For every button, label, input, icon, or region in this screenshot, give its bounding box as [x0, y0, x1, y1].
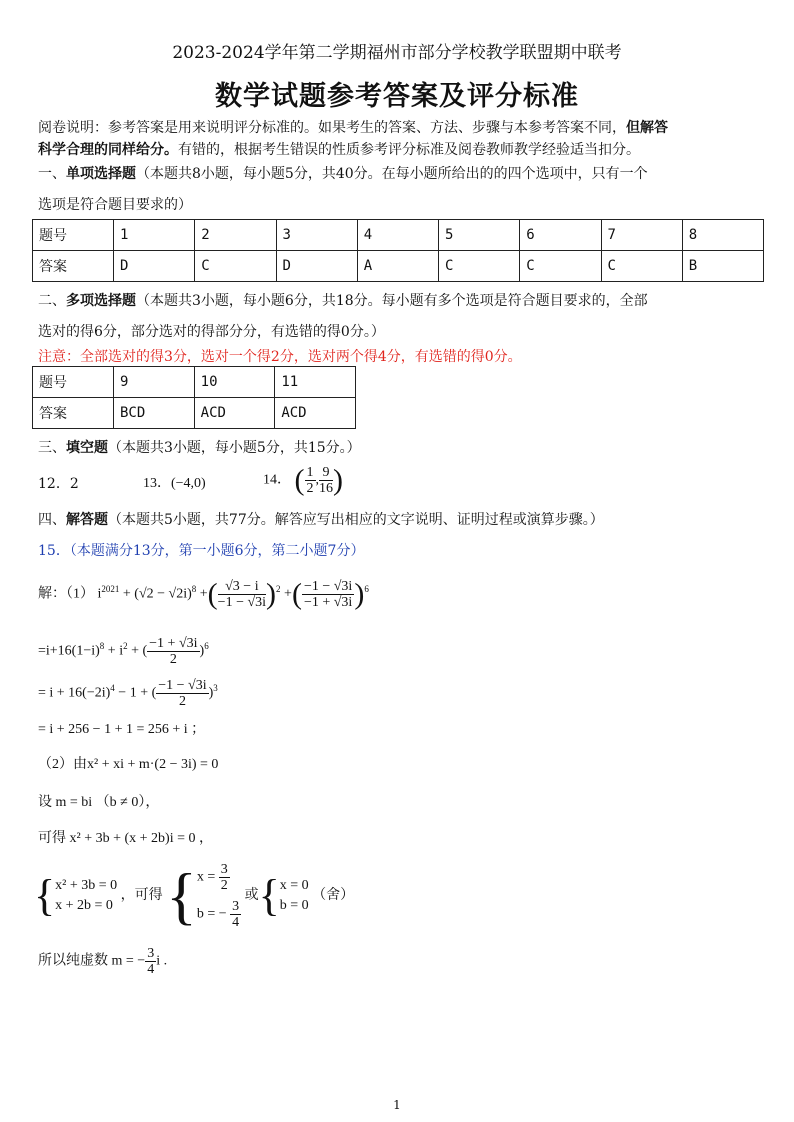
fraction-denominator: −1 − √3i	[217, 594, 267, 610]
paren-close: )	[333, 463, 343, 497]
part2-equation	[38, 754, 218, 776]
answer-q12: 12．2	[38, 476, 79, 492]
fraction	[156, 678, 208, 709]
fraction	[218, 579, 266, 610]
fraction	[145, 946, 156, 977]
section-2-desc-line2: 选对的得6分，部分选对的得部分分，有选错的得0分。）	[38, 324, 385, 340]
fraction-denominator: 2	[220, 878, 228, 893]
equation-lhs: x =	[196, 869, 216, 885]
connector-text: 或	[244, 888, 259, 904]
fraction-numerator: −1 + √3i	[149, 635, 198, 651]
notice-text-2: 有错的，根据考生错误的性质参考评分标准及阅卷教师教学经验适当扣分。	[178, 142, 640, 158]
section-2-note: 注意：全部选对的得3分，选对一个得2分，选对两个得4分，有选错的得0分。	[38, 349, 522, 365]
section-1-desc: （本题共8小题，每小题5分，共40分。在每小题所给出的的四个选项中，只有一个	[136, 166, 648, 182]
fraction-numerator: √3 − i	[218, 579, 266, 595]
section-4-prefix: 四、	[38, 512, 66, 528]
part2-eq: x² + xi + m·(2 − 3i) = 0	[87, 757, 219, 772]
fraction-denominator: −1 + √3i	[303, 594, 353, 610]
fraction	[302, 579, 354, 610]
exponent: 8	[191, 584, 197, 594]
fraction-numerator: 1	[306, 465, 314, 480]
exam-header: 2023-2024学年第二学期福州市部分学校教学联盟期中联考	[172, 43, 622, 63]
exponent: 6	[364, 584, 369, 594]
fraction	[147, 636, 199, 667]
fraction-denominator: 2	[306, 481, 314, 496]
fraction-numerator: −1 − √3i	[158, 677, 207, 693]
derived-statement: 可得 x² + 3b + (x + 2b)i = 0 ，	[38, 831, 213, 846]
brace-left: {	[258, 871, 280, 920]
single-choice-answer-table	[32, 219, 764, 282]
equation: b = 0	[279, 898, 309, 913]
q15-title: 15．（本题满分13分，第一小题6分，第二小题7分）	[38, 543, 365, 559]
page-title: 数学试题参考答案及评分标准	[215, 81, 579, 112]
table-cell: 8	[682, 220, 763, 251]
q14-label: 14．	[263, 472, 291, 488]
system-1	[55, 876, 117, 916]
table-cell: B	[682, 251, 763, 282]
marking-notice-line2	[38, 139, 640, 161]
let-statement: 设 m = bi （b ≠ 0），	[38, 795, 160, 810]
fraction-denominator: 4	[232, 915, 240, 930]
system-3	[280, 876, 309, 916]
fraction-numerator: 3	[147, 946, 155, 961]
section-1-prefix: 一、	[38, 166, 66, 182]
solution-line-3: = $i + 16(-2i)^4 - 1$ + ( $\frac{-1 - √3i}{2}$ )$^3$	[38, 677, 218, 709]
table-row	[33, 367, 356, 398]
answer-q14: 14． ( $\frac{1}{2}$ , $\frac{9}{16}$ )	[263, 463, 343, 497]
connector-text: ，可得	[120, 888, 163, 904]
row-header-answer: 答案	[33, 251, 114, 282]
term: + (√2 − √2i)	[119, 586, 192, 602]
section-2-desc: （本题共3小题，每小题6分，共18分。每小题有多个选项是符合题目要求的，全部	[136, 293, 648, 309]
fraction	[219, 862, 230, 893]
term: + i	[104, 643, 124, 659]
table-row	[33, 220, 764, 251]
final-answer	[38, 946, 167, 977]
row-header-number: 题号	[33, 220, 114, 251]
term: =i+16(1−i)	[38, 643, 100, 659]
fraction-numerator: −1 − √3i	[303, 578, 353, 594]
paren-close: )	[266, 577, 277, 611]
table-cell: 9	[114, 367, 195, 398]
section-2-name: 多项选择题	[66, 293, 136, 309]
table-cell: 3	[276, 220, 357, 251]
system-of-equations	[34, 862, 354, 930]
table-cell: C	[601, 251, 682, 282]
solution-line-4: = i + 256 − 1 + 1 = 256 + i ；	[38, 722, 206, 737]
row-header-number: 题号	[33, 367, 114, 398]
term: − 1 + (	[114, 685, 157, 701]
row-header-answer: 答案	[33, 398, 114, 429]
fraction-denominator: 2	[169, 651, 177, 667]
fraction-denominator: 16	[319, 481, 333, 496]
final-text: 所以纯虚数 m = −	[38, 953, 146, 969]
equation-lhs: b = −	[196, 906, 227, 922]
section-4-heading	[38, 509, 604, 531]
notice-bold-2: 科学合理的同样给分。	[38, 142, 178, 158]
table-cell: A	[357, 251, 438, 282]
table-cell: ACD	[275, 398, 356, 429]
fraction-denominator: 4	[147, 962, 155, 977]
equation: x + 2b = 0	[55, 898, 113, 913]
brace-left: {	[166, 860, 197, 931]
fraction	[319, 465, 333, 496]
section-3-prefix: 三、	[38, 440, 66, 456]
paren-open: (	[207, 577, 218, 611]
fraction-numerator: 9	[319, 465, 333, 481]
equation: x = 0	[279, 878, 309, 893]
table-cell: 11	[275, 367, 356, 398]
exponent: 2	[276, 584, 281, 594]
system-2	[197, 862, 241, 930]
section-4-name: 解答题	[66, 512, 108, 528]
table-cell: 4	[357, 220, 438, 251]
solution-line-2: $=i+16(1-i)^8 + i^2$ + ( $\frac{-1 + √3i}{2}$ )$^6$	[38, 635, 209, 667]
section-2-heading	[38, 290, 648, 312]
section-1-heading	[38, 163, 648, 185]
table-cell: C	[439, 251, 520, 282]
table-cell: 1	[114, 220, 195, 251]
section-3-desc: （本题共3小题，每小题5分，共15分。）	[108, 440, 361, 456]
section-2-prefix: 二、	[38, 293, 66, 309]
brace-left: {	[34, 871, 56, 920]
table-cell: D	[114, 251, 195, 282]
exponent: 2	[123, 641, 128, 651]
page-number: 1	[393, 1098, 401, 1112]
fraction	[305, 465, 316, 496]
equation: x² + 3b = 0	[55, 878, 118, 893]
part2-label: （2）由	[38, 757, 87, 772]
fraction-denominator: 2	[178, 693, 186, 709]
section-4-desc: （本题共5小题，共77分。解答应写出相应的文字说明、证明过程或演算步骤。）	[108, 512, 604, 528]
term: = i + 16(−2i)	[38, 685, 111, 701]
section-1-desc-line2: 选项是符合题目要求的）	[38, 197, 192, 213]
table-cell: C	[520, 251, 601, 282]
table-cell: 7	[601, 220, 682, 251]
table-cell: BCD	[114, 398, 195, 429]
solution-label: 解：（1）	[38, 586, 94, 602]
table-row	[33, 398, 356, 429]
answer-q13	[143, 473, 206, 495]
paren-close: )	[354, 577, 365, 611]
table-cell: ACD	[194, 398, 275, 429]
table-cell: D	[276, 251, 357, 282]
final-text: i .	[156, 953, 168, 969]
multi-choice-answer-table	[32, 366, 356, 429]
table-cell: 6	[520, 220, 601, 251]
exponent: 6	[204, 641, 209, 651]
paren-open: (	[294, 463, 305, 497]
notice-bold-1: 但解答	[626, 120, 668, 136]
section-3-heading	[38, 437, 361, 459]
fraction	[230, 899, 241, 930]
exponent: 2021	[101, 584, 120, 594]
fraction-numerator: 3	[220, 862, 228, 877]
table-row	[33, 251, 764, 282]
paren-open: (	[291, 577, 302, 611]
marking-notice	[38, 117, 668, 139]
exponent: 4	[110, 683, 115, 693]
section-1-name: 单项选择题	[66, 166, 136, 182]
table-cell: 10	[194, 367, 275, 398]
table-cell: 5	[439, 220, 520, 251]
discard-note: （舍）	[312, 888, 355, 904]
table-cell: 2	[195, 220, 276, 251]
table-cell: C	[195, 251, 276, 282]
exponent: 3	[213, 683, 218, 693]
solution-line-1: 解：（1） $i^{2021} + (√2 - √2i)^8$ +( $\frac{√3 - i}{-1 - √3i}$ )$^2$ +( $\frac{-1 - √3i}{-1 + √3i}$ )$^6$	[38, 577, 369, 611]
q13-label: 13．	[143, 476, 171, 491]
term: i	[97, 586, 102, 602]
section-3-name: 填空题	[66, 440, 108, 456]
notice-text-1: 阅卷说明：参考答案是用来说明评分标准的。如果考生的答案、方法、步骤与本参考答案不同，	[38, 120, 626, 136]
q13-value: (−4,0)	[171, 476, 206, 491]
exponent: 8	[99, 641, 105, 651]
fraction-numerator: 3	[232, 899, 240, 914]
